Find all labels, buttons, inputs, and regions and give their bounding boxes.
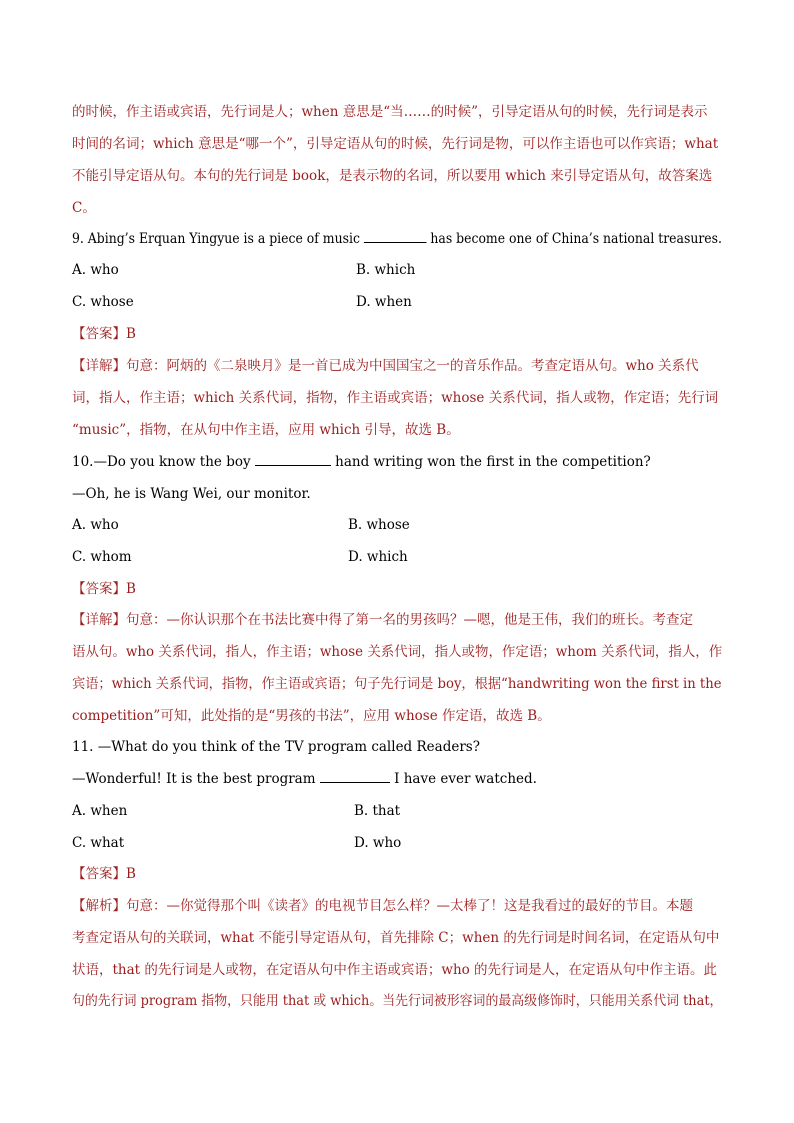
q9-explanation-3: “music”，指物，在从句中作主语，应用 which 引导，故选 B。 xyxy=(72,422,460,438)
answer-tag: 【答案】 xyxy=(72,326,126,342)
q11-explanation-4: 句的先行词 program 指物，只能用 that 或 which。当先行词被形容词的最高级修饰时，只能用关系代词 that， xyxy=(72,993,723,1009)
explanation-tag: 【解析】 xyxy=(72,898,126,914)
question-9-stem xyxy=(72,229,722,249)
question-10-stem xyxy=(72,452,651,472)
q9-option-a: A. who xyxy=(72,262,119,278)
answer-blank xyxy=(255,452,331,466)
answer-value: B xyxy=(126,866,136,882)
question-11-reply-end: I have ever watched. xyxy=(389,771,537,787)
question-10-stem-start: 10.—Do you know the boy xyxy=(72,454,255,470)
q10-option-a: A. who xyxy=(72,517,119,533)
question-11-reply xyxy=(72,769,537,789)
q10-option-c: C. whom xyxy=(72,549,132,565)
intro-line-3: 不能引导定语从句。本句的先行词是 book，是表示物的名词，所以要用 which 来引导定语从句，故答案选 xyxy=(72,168,713,184)
explanation-tag: 【详解】 xyxy=(72,612,126,628)
q11-option-a: A. when xyxy=(72,803,128,819)
q9-explanation-2: 词，指人，作主语；which 关系代词，指物，作主语或宾语；whose 关系代词，指人或物，作定语；先行词 xyxy=(72,390,719,406)
answer-blank xyxy=(364,229,427,243)
answer-value: B xyxy=(126,326,136,342)
question-11-stem: 11. —What do you think of the TV program called Readers? xyxy=(72,739,480,755)
answer-value: B xyxy=(126,581,136,597)
intro-line-2: 时间的名词；which 意思是“哪一个”，引导定语从句的时候，先行词是物，可以作主语也可以作宾语；what xyxy=(72,136,719,152)
q11-option-c: C. what xyxy=(72,835,125,851)
explanation-tag: 【详解】 xyxy=(72,358,126,374)
q11-option-d: D. who xyxy=(354,835,402,851)
explanation-text: 句意：阿炳的《二泉映月》是一首已成为中国国宝之一的音乐作品。考查定语从句。who 关系代 xyxy=(126,358,699,374)
q9-option-c: C. whose xyxy=(72,294,134,310)
q10-explanation-1 xyxy=(72,610,693,630)
q11-explanation-3: 状语，that 的先行词是人或物，在定语从句中作主语或宾语；who 的先行词是人，在定语从句中作主语。此 xyxy=(72,962,718,978)
question-9-stem-start: 9. Abing’s Erquan Yingyue is a piece of music xyxy=(72,231,364,247)
answer-tag: 【答案】 xyxy=(72,581,126,597)
question-9-stem-end: has become one of China’s national treasures. xyxy=(426,231,722,247)
explanation-text: 句意：—你认识那个在书法比赛中得了第一名的男孩吗？—嗯，他是王伟，我们的班长。考查定 xyxy=(126,612,693,628)
q11-option-b: B. that xyxy=(354,803,401,819)
explanation-text: 句意：—你觉得那个叫《读者》的电视节目怎么样？—太棒了！这是我看过的最好的节目。本题 xyxy=(126,898,693,914)
q9-answer xyxy=(72,324,136,344)
q11-explanation-1 xyxy=(72,896,693,916)
question-10-reply: —Oh, he is Wang Wei, our monitor. xyxy=(72,486,311,502)
question-10-stem-end: hand writing won the first in the competition? xyxy=(330,454,651,470)
q10-explanation-3: 宾语；which 关系代词，指物，作主语或宾语；句子先行词是 boy，根据“handwriting won the first in the xyxy=(72,676,722,692)
q10-explanation-4: competition”可知，此处指的是“男孩的书法”，应用 whose 作定语，故选 B。 xyxy=(72,708,551,724)
q10-option-d: D. which xyxy=(348,549,408,565)
answer-tag: 【答案】 xyxy=(72,866,126,882)
q10-option-b: B. whose xyxy=(348,517,410,533)
q10-explanation-2: 语从句。who 关系代词，指人，作主语；whose 关系代词，指人或物，作定语；whom 关系代词，指人，作 xyxy=(72,644,723,660)
q9-explanation-1 xyxy=(72,356,699,376)
q9-option-b: B. which xyxy=(356,262,416,278)
intro-line-1: 的时候，作主语或宾语，先行词是人；when 意思是“当……的时候”，引导定语从句的时候，先行词是表示 xyxy=(72,104,708,120)
q10-answer xyxy=(72,579,136,599)
answer-blank xyxy=(320,769,390,783)
intro-line-4: C。 xyxy=(72,200,96,216)
q11-answer xyxy=(72,864,136,884)
question-11-reply-start: —Wonderful! It is the best program xyxy=(72,771,320,787)
q9-option-d: D. when xyxy=(356,294,412,310)
q11-explanation-2: 考查定语从句的关联词，what 不能引导定语从句，首先排除 C；when 的先行词是时间名词，在定语从句中 xyxy=(72,930,720,946)
